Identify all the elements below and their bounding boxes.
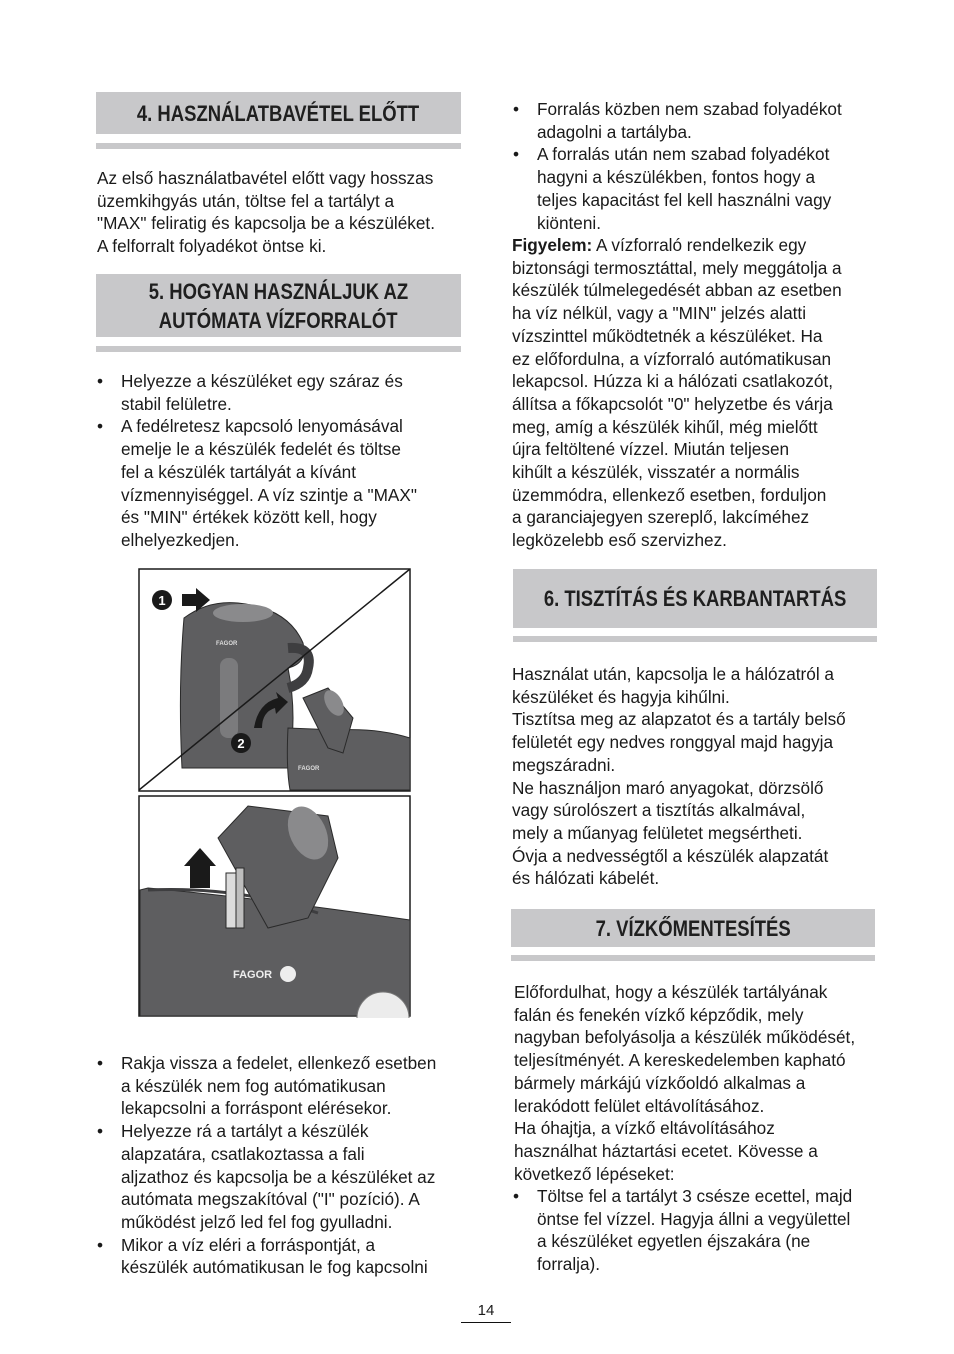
text-line: következő lépéseket:: [514, 1163, 675, 1184]
section-6-title: 6. TISZTÍTÁS ÉS KARBANTARTÁS: [543, 586, 847, 611]
text-line: nagyban befolyásolja a készülék működését,: [514, 1027, 856, 1048]
text-line: legközelebb eső szervizhez.: [512, 530, 727, 551]
bullet-icon: •: [97, 416, 104, 437]
text-line: kiönteni.: [537, 212, 602, 233]
text-line: öntse fel vízzel. Hagyja állni a vegyülettel: [537, 1208, 851, 1229]
text-line: teljesítményét. A kereskedelemben kapható: [514, 1050, 846, 1071]
text-line: Helyezze a készüléket egy száraz és: [121, 371, 403, 391]
list-item: [512, 98, 882, 143]
text-line: lekapcsol. Húzza ki a hálózati csatlakozót,: [512, 371, 833, 392]
page-number-underline: [461, 1322, 511, 1323]
text-line: biztonsági termosztáttal, mely meggátolja a: [512, 257, 842, 278]
section-4-body: [97, 167, 435, 258]
step-1-number: 1: [158, 593, 166, 608]
section-7-bullets: [512, 1185, 882, 1276]
text-line: újra feltöltené vízzel. Miután teljesen: [512, 439, 790, 460]
text-line: megszáradni.: [512, 754, 616, 775]
text-line: üzemmódra, ellenkező esetben, forduljon: [512, 484, 827, 505]
text-line: aljzathoz és kapcsolja be a készüléket az: [121, 1166, 436, 1187]
text-line: bármely márkájú vízkőoldó alkalmas a: [514, 1072, 806, 1093]
text-line: Használat után, kapcsolja le a hálózatról a: [512, 664, 834, 684]
list-item: [512, 1185, 882, 1276]
text-line: Rakja vissza a fedelet, ellenkező esetben: [121, 1053, 437, 1073]
text-line: autómata megszakítóval ("I" pozíció). A: [121, 1189, 420, 1210]
text-line: Ha óhajtja, a vízkő eltávolításához: [514, 1118, 775, 1139]
text-line: vagy súrolószert a tisztítás alkalmával,: [512, 800, 806, 821]
section-6-heading: [513, 569, 877, 644]
text-line: Előfordulhat, hogy a készülék tartályának: [514, 982, 828, 1002]
text-line: elhelyezkedjen.: [121, 529, 240, 550]
text-line: adagolni a tartályba.: [537, 121, 692, 142]
list-item: [96, 1234, 464, 1279]
text-line: A felforralt folyadékot öntse ki.: [97, 236, 327, 257]
text-line: mely a műanyag felületet megsértheti.: [512, 822, 803, 843]
section-5-title-line1: 5. HOGYAN HASZNÁLJUK AZ: [148, 278, 409, 304]
step-2-number: 2: [237, 736, 245, 751]
text-line: emelje le a készülék fedelét és töltse: [121, 439, 401, 460]
kettle-illustration: [138, 568, 412, 1018]
text-line: készüléket és hagyja kihűlni.: [512, 686, 730, 707]
warning-label: Figyelem:: [512, 235, 593, 255]
text-line: lerakódott felület eltávolításához.: [514, 1095, 765, 1116]
section-5-title-line2: AUTÓMATA VÍZFORRALÓT: [159, 307, 398, 333]
section-6-body: [512, 663, 846, 890]
section-7-title: 7. VÍZKŐMENTESÍTÉS: [595, 915, 791, 941]
text-line: működést jelző led fel fog gyulladni.: [121, 1211, 393, 1232]
text-line: és "MIN" értékek között kell, hogy: [121, 507, 377, 528]
bullet-icon: •: [97, 1234, 104, 1255]
warning-first-line: [512, 234, 842, 257]
text-line: állítsa a főkapcsolót "0" helyzetbe és várja: [512, 393, 833, 414]
text-line: Helyezze rá a tartályt a készülék: [121, 1121, 369, 1142]
section-5-bullets-bottom: [96, 1052, 464, 1279]
bullet-icon: •: [513, 99, 520, 119]
section-5-heading: [96, 274, 461, 354]
text-line: fel a készülék tartályát a kívánt: [121, 461, 357, 482]
list-item: [96, 370, 464, 415]
text-line: Töltse fel a tartályt 3 csésze ecettel, majd: [537, 1186, 853, 1206]
list-item: [96, 1120, 464, 1234]
bullet-icon: •: [513, 144, 520, 165]
text-line: ha víz nélkül, vagy a "MIN" jelzés alatti: [512, 303, 807, 324]
text-line: alapzatára, csatlakoztassa a fali: [121, 1143, 365, 1164]
text-line: Ne használjon maró anyagokat, dörzsölő: [512, 777, 824, 798]
text-line: A forralás után nem szabad folyadékot: [537, 144, 830, 165]
text-line: a készüléket egyetlen éjszakára (ne: [537, 1231, 811, 1252]
right-top-bullets: [512, 98, 882, 234]
text-line: forralja).: [537, 1254, 601, 1275]
brand-label: FAGOR: [233, 969, 273, 981]
text-line: kihűlt a készülék, visszatér a normális: [512, 462, 800, 483]
text-line: Tisztítsa meg az alapzatot és a tartály belső: [512, 709, 846, 730]
text-line: lekapcsolni a forráspont elérésekor.: [121, 1098, 392, 1119]
warning-first-text: A vízforraló rendelkezik egy: [592, 235, 807, 255]
text-line: készülék túlmelegedését abban az esetben: [512, 280, 842, 301]
brand-label-small: FAGOR: [216, 641, 238, 647]
bullet-icon: •: [97, 1053, 104, 1073]
text-line: Mikor a víz eléri a forráspontját, a: [121, 1234, 376, 1255]
page-number: 14: [477, 1302, 495, 1319]
text-line: használhat háztartási ecetet. Kövesse a: [514, 1140, 818, 1161]
section-7-body: [514, 981, 855, 1185]
text-line: vízszinttel működtetnék a készüléket. Ha: [512, 325, 823, 346]
text-line: A fedélretesz kapcsoló lenyomásával: [121, 416, 403, 437]
text-line: ez előfordulna, a vízforraló autómatikusan: [512, 348, 832, 369]
warning-paragraph: [512, 234, 842, 552]
text-line: teljes kapacitást fel kell használni vagy: [537, 189, 832, 210]
text-line: a garanciajegyen szereplő, lakcíméhez: [512, 507, 810, 528]
text-line: meg, amíg a készülék kihűl, még mielőtt: [512, 416, 818, 437]
bullet-icon: •: [513, 1186, 520, 1206]
text-line: Forralás közben nem szabad folyadékot: [537, 99, 842, 119]
text-line: felületét egy nedves ronggyal majd hagyja: [512, 732, 834, 753]
text-line: hagyni a készülékben, fontos hogy a: [537, 167, 816, 188]
text-line: "MAX" feliratig és kapcsolja be a készüléket.: [97, 213, 435, 234]
section-7-heading: [511, 909, 875, 963]
text-line: üzemkihgyás után, töltse fel a tartályt a: [97, 190, 395, 211]
brand-label-small: FAGOR: [298, 766, 320, 772]
section-4-title: 4. HASZNÁLATBAVÉTEL ELŐTT: [137, 100, 420, 126]
text-line: és hálózati kábelét.: [512, 868, 660, 889]
list-item: [96, 1052, 464, 1120]
text-line: Az első használatbavétel előtt vagy hosszas: [97, 168, 434, 188]
bullet-icon: •: [97, 1121, 104, 1142]
text-line: a készülék nem fog autómatikusan: [121, 1075, 386, 1096]
section-4-heading: [96, 92, 461, 150]
section-5-bullets-top: [96, 370, 464, 552]
text-line: vízmennyiséggel. A víz szintje a "MAX": [121, 484, 417, 505]
list-item: [96, 415, 464, 551]
text-line: falán és fenekén vízkő képződik, mely: [514, 1004, 804, 1025]
text-line: Óvja a nedvességtől a készülék alapzatát: [512, 845, 829, 866]
text-line: készülék autómatikusan le fog kapcsolni: [121, 1257, 428, 1278]
list-item: [512, 143, 882, 234]
text-line: stabil felületre.: [121, 393, 232, 414]
bullet-icon: •: [97, 371, 104, 391]
